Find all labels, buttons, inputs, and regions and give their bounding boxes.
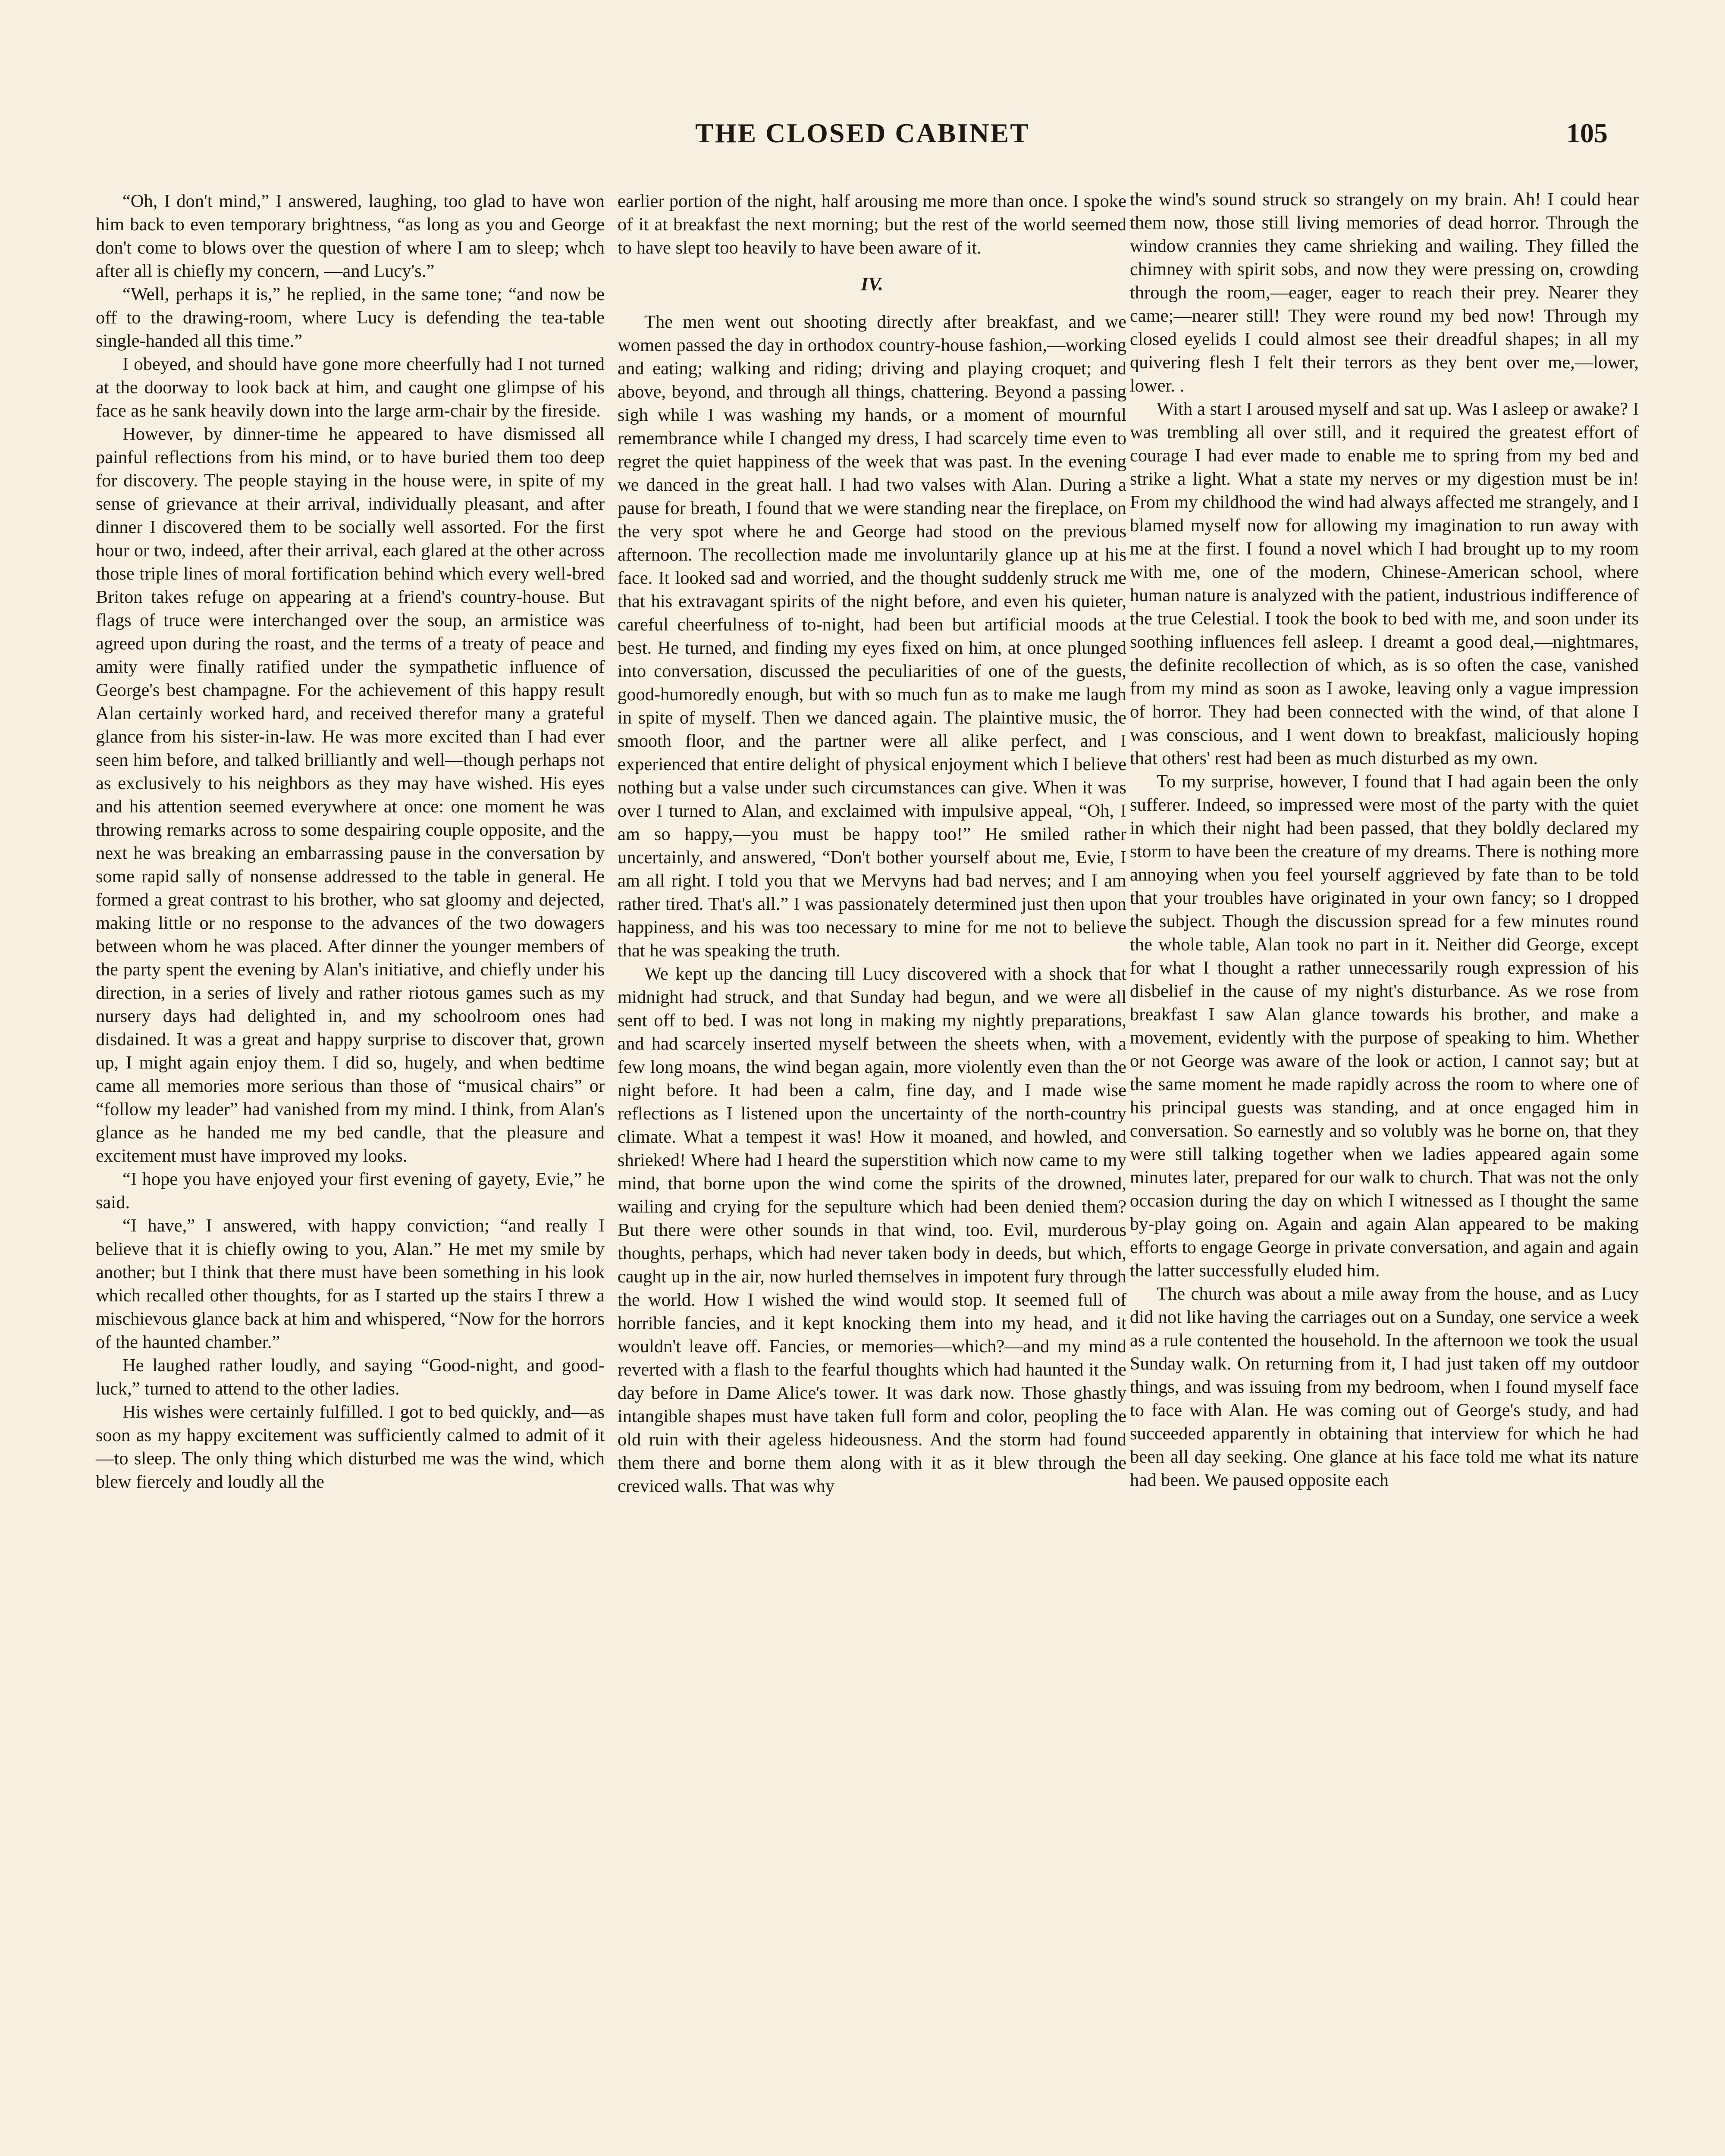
paragraph: “Well, perhaps it is,” he replied, in the same tone; “and now be off to the drawing-room, where Lucy is defending the tea-table single-handed all this time.”: [96, 284, 605, 351]
paragraph: With a start I aroused myself and sat up. Was I asleep or awake? I was trembling all over still, and it required the greatest effort of courage I had ever made to enable me to spring from my bed and strike a light. What a state my nerves or my digestion must be in! From my childhood the wind had always affected me strangely, and I blamed myself now for allowing my imagination to run away with me at the first. I found a novel which I had brought up to my room with me, one of the modern, Chinese-American school, where human nature is analyzed with the patient, industrious indifference of the true Celestial. I took the book to bed with me, and soon under its soothing influences fell asleep. I dreamt a good deal,—nightmares, the definite recollection of which, as is so often the case, vanished from my mind as soon as I awoke, leaving only a vague impression of horror. They had been connected with the wind, of that alone I was conscious, and I went down to breakfast, maliciously hoping that others' rest had been as much disturbed as my own.: [1130, 399, 1639, 768]
page-number: 105: [1566, 118, 1608, 148]
text-column-2: [618, 190, 1126, 1498]
paragraph: However, by dinner-time he appeared to have dismissed all painful reflections from his mind, or to have buried them too deep for discovery. The people staying in the house were, in spite of my sense of grievance at their arrival, individually pleasant, and after dinner I discovered them to be socially well assorted. For the first hour or two, indeed, after their arrival, each glared at the other across those triple lines of moral fortification behind which every well-bred Briton takes refuge on appearing at a friend's country-house. But flags of truce were interchanged over the soup, an armistice was agreed upon during the roast, and the terms of a treaty of peace and amity were finally ratified under the sympathetic influence of George's best champagne. For the achievement of this happy result Alan certainly worked hard, and received therefor many a grateful glance from his sister-in-law. He was more excited than I had ever seen him before, and talked brilliantly and well—though perhaps not as exclusively to his neighbors as they may have wished. His eyes and his attention seemed everywhere at once: one moment he was throwing remarks across to some despairing couple opposite, and the next he was breaking an embarrassing pause in the conversation by some rapid sally of nonsense addressed to the table in general. He formed a great contrast to his brother, who sat gloomy and dejected, making little or no response to the advances of the two dowagers between whom he was placed. After dinner the younger members of the party spent the evening by Alan's initiative, and chiefly under his direction, in a series of lively and rather riotous games such as my nursery days had delighted in, and my schoolroom ones had disdained. It was a great and happy surprise to discover that, grown up, I might again enjoy them. I did so, hugely, and when bedtime came all memories more serious than those of “musical chairs” or “follow my leader” had vanished from my mind. I think, from Alan's glance as he handed me my bed candle, that the pleasure and excitement must have improved my looks.: [96, 424, 605, 1166]
paragraph: His wishes were certainly fulfilled. I got to bed quickly, and—as soon as my happy excitement was sufficiently calmed to admit of it—to sleep. The only thing which disturbed me was the wind, which blew fiercely and loudly all the: [96, 1402, 605, 1492]
paragraph: the wind's sound struck so strangely on my brain. Ah! I could hear them now, those still living memories of dead horror. Through the window crannies they came shrieking and wailing. They filled the chimney with spirit sobs, and now they were pressing on, crowding through the room,—eager, eager to reach their prey. Nearer they came;—nearer still! They were round my bed now! Through my closed eyelids I could almost see their dreadful shapes; in all my quivering flesh I felt their terrors as they bent over me,—lower, lower. .: [1130, 189, 1639, 396]
paragraph: earlier portion of the night, half arousing me more than once. I spoke of it at breakfast the next morning; but the rest of the world seemed to have slept too heavily to have been aware of it.: [618, 191, 1126, 258]
chapter-heading: IV.: [861, 273, 883, 295]
paragraph: “I have,” I answered, with happy conviction; “and really I believe that it is chiefly owing to you, Alan.” He met my smile by another; but I think that there must have been something in his look which recalled other thoughts, for as I started up the stairs I threw a mischievous glance back at him and whispered, “Now for the horrors of the haunted chamber.”: [96, 1216, 605, 1352]
paragraph: “Oh, I don't mind,” I answered, laughing, too glad to have won him back to even temporary brightness, “as long as you and George don't come to blows over the question of where I am to sleep; whch after all is chiefly my concern, —and Lucy's.”: [96, 191, 605, 281]
paragraph: He laughed rather loudly, and saying “Good-night, and good-luck,” turned to attend to the other ladies.: [96, 1355, 605, 1399]
running-title: THE CLOSED CABINET: [695, 118, 1030, 148]
paragraph: To my surprise, however, I found that I had again been the only sufferer. Indeed, so impressed were most of the party with the quiet in which their night had been passed, that they boldly declared my storm to have been the creature of my dreams. There is nothing more annoying when you feel yourself aggrieved by fate than to be told that your troubles have originated in your own fancy; so I dropped the subject. Though the discussion spread for a few minutes round the whole table, Alan took no part in it. Neither did George, except for what I thought a rather unnecessarily rough expression of his disbelief in the cause of my night's disturbance. As we rose from breakfast I saw Alan glance towards his brother, and make a movement, evidently with the purpose of speaking to him. Whether or not George was aware of the look or action, I cannot say; but at the same moment he made rapidly across the room to where one of his principal guests was standing, and at once engaged him in conversation. So earnestly and so volubly was he borne on, that they were still talking together when we ladies appeared again some minutes later, prepared for our walk to church. That was not the only occasion during the day on which I witnessed as I thought the same by-play going on. Again and again Alan appeared to be making efforts to engage George in private conversation, and again and again the latter successfully eluded him.: [1130, 771, 1639, 1281]
paragraph: “I hope you have enjoyed your first evening of gayety, Evie,” he said.: [96, 1169, 605, 1213]
paragraph: I obeyed, and should have gone more cheerfully had I not turned at the doorway to look back at him, and caught one glimpse of his face as he sank heavily down into the large arm-chair by the fireside.: [96, 354, 605, 421]
paragraph: The church was about a mile away from the house, and as Lucy did not like having the carriages out on a Sunday, one service a week as a rule contented the household. In the afternoon we took the usual Sunday walk. On returning from it, I had just taken off my outdoor things, and was issuing from my bedroom, when I found myself face to face with Alan. He was coming out of George's study, and had succeeded apparently in obtaining that interview for which he had been all day seeking. One glance at his face told me what its nature had been. We paused opposite each: [1130, 1284, 1639, 1490]
paragraph: The men went out shooting directly after breakfast, and we women passed the day in orthodox country-house fashion,—working and eating; walking and riding; driving and playing croquet; and above, beyond, and through all things, chattering. Beyond a passing sigh while I was washing my hands, or a moment of mournful remembrance while I changed my dress, I had scarcely time even to regret the quiet happiness of the week that was past. In the evening we danced in the great hall. I had two valses with Alan. During a pause for breath, I found that we were standing near the fireplace, on the very spot where he and George had stood on the previous afternoon. The recollection made me involuntarily glance up at his face. It looked sad and worried, and the thought suddenly struck me that his extravagant spirits of the night before, and even his quieter, careful cheerfulness of to-night, had been but artificial moods at best. He turned, and finding my eyes fixed on him, at once plunged into conversation, discussed the peculiarities of one of the guests, good-humoredly enough, but with so much fun as to make me laugh in spite of myself. Then we danced again. The plaintive music, the smooth floor, and the partner were all alike perfect, and I experienced that entire delight of physical enjoyment which I believe nothing but a valse under such circumstances can give. When it was over I turned to Alan, and exclaimed with impulsive appeal, “Oh, I am so happy,—you must be happy too!” He smiled rather uncertainly, and answered, “Don't bother yourself about me, Evie, I am all right. I told you that we Mervyns had bad nerves; and I am rather tired. That's all.” I was passionately determined just then upon happiness, and his was too necessary to mine for me not to believe that he was speaking the truth.: [618, 312, 1126, 961]
paragraph: We kept up the dancing till Lucy discovered with a shock that midnight had struck, and that Sunday had begun, and we were all sent off to bed. I was not long in making my nightly preparations, and had scarcely inserted myself between the sheets when, with a few long moans, the wind began again, more violently even than the night before. It had been a calm, fine day, and I made wise reflections as I listened upon the uncertainty of the north-country climate. What a tempest it was! How it moaned, and howled, and shrieked! Where had I heard the superstition which now came to my mind, that borne upon the wind come the spirits of the drowned, wailing and crying for the sepulture which had been denied them? But there were other sounds in that wind, too. Evil, murderous thoughts, perhaps, which had never taken body in deeds, but which, caught up in the air, now hurled themselves in impotent fury through the world. How I wished the wind would stop. It seemed full of horrible fancies, and it kept knocking them into my head, and it wouldn't leave off. Fancies, or memories—which?—and my mind reverted with a flash to the fearful thoughts which had haunted it the day before in Dame Alice's tower. It was dark now. Those ghastly intangible shapes must have taken full form and color, peopling the old ruin with their ageless hideousness. And the storm had found them there and borne them along with it as it blew through the creviced walls. That was why: [618, 964, 1126, 1496]
text-column-3: [1130, 188, 1639, 1492]
text-column-1: [96, 190, 605, 1494]
